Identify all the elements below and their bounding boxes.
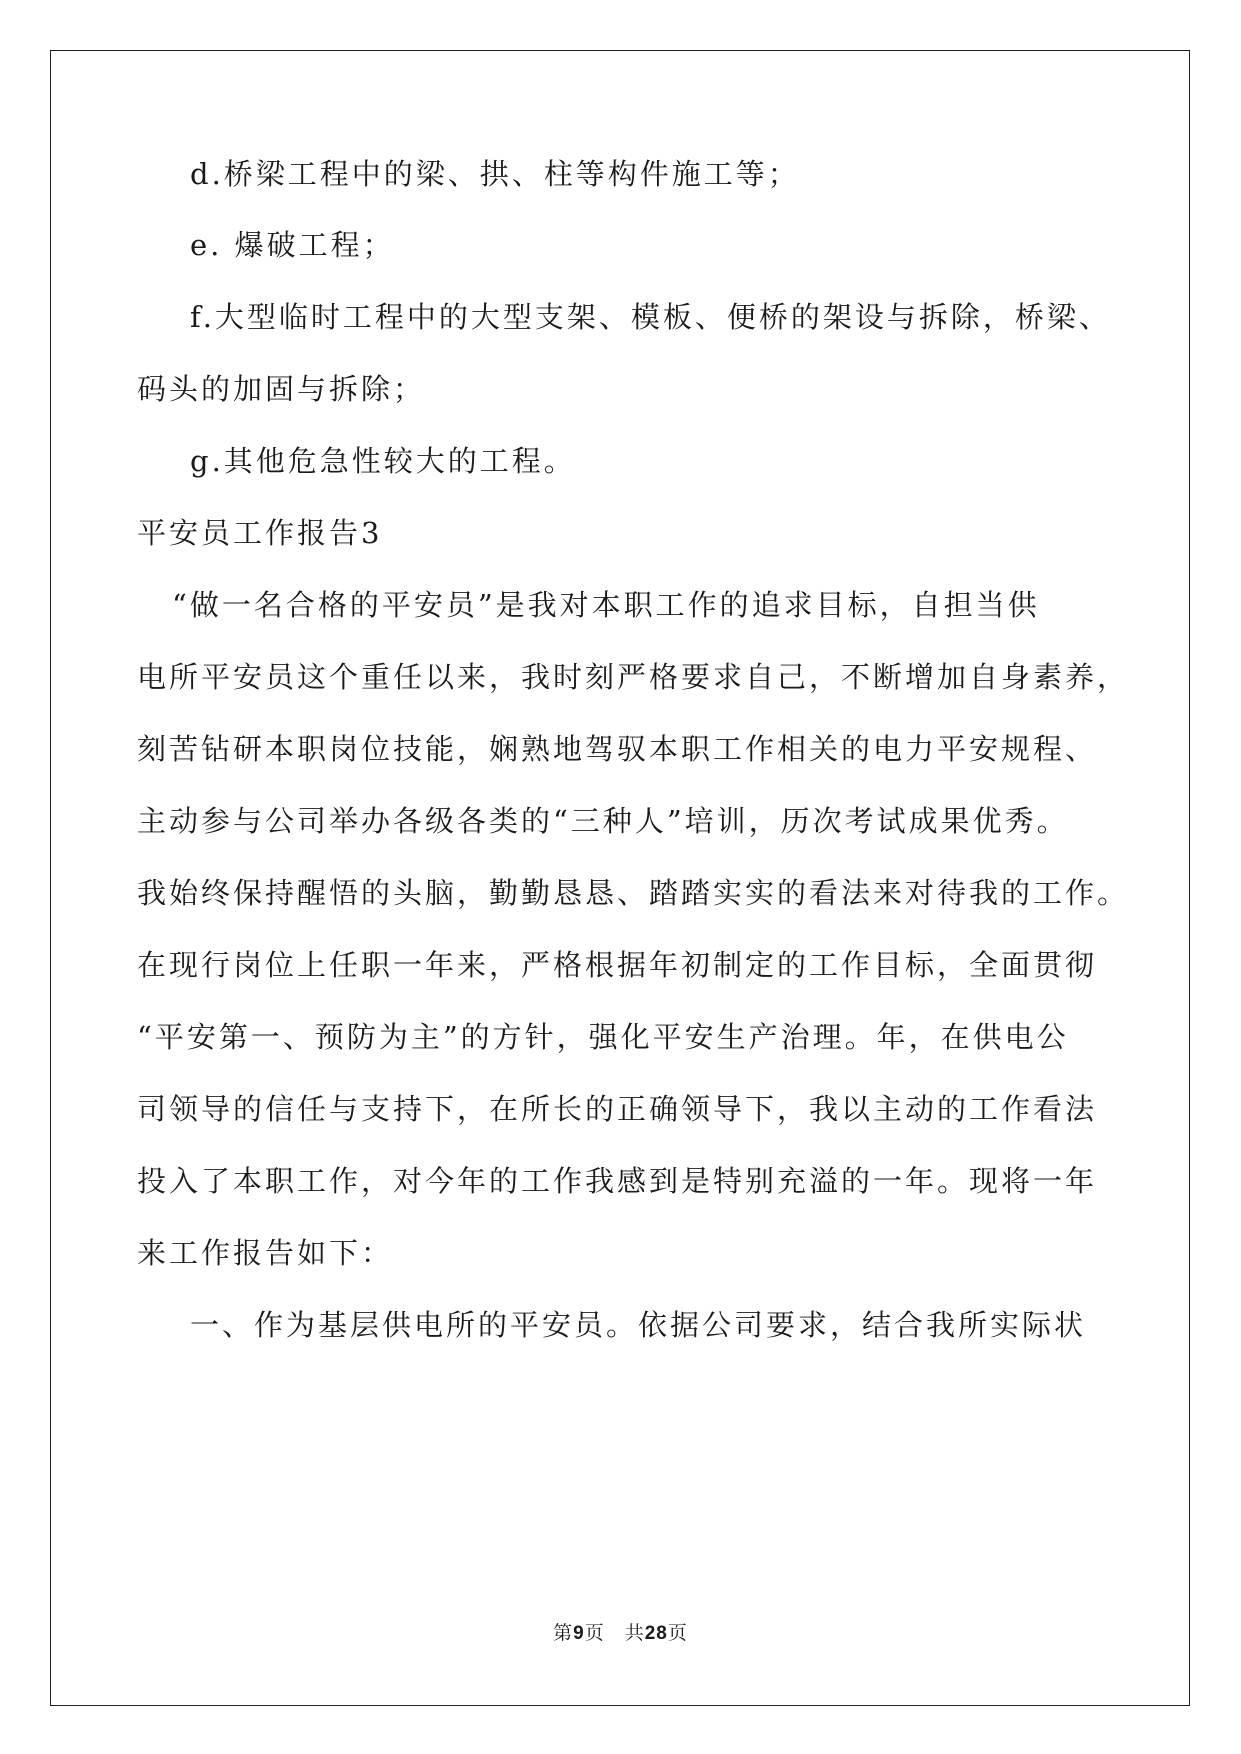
list-item-f-continued: 码头的加固与拆除； xyxy=(137,372,426,406)
paragraph-line: 电所平安员这个重任以来，我时刻严格要求自己，不断增加自身素养， xyxy=(137,660,1130,694)
paragraph-line: 来工作报告如下： xyxy=(137,1236,394,1270)
paragraph-line: “做一名合格的平安员”是我对本职工作的追求目标，自担当供 xyxy=(172,588,1040,622)
page-current: 9 xyxy=(573,1623,585,1644)
page-total: 28 xyxy=(644,1623,668,1644)
total-suffix: 页 xyxy=(667,1622,688,1644)
paragraph-line: 在现行岗位上任职一年来，严格根据年初制定的工作目标，全面贯彻 xyxy=(137,948,1098,982)
paragraph-line: 一、作为基层供电所的平安员。依据公司要求，结合我所实际状 xyxy=(190,1308,1087,1342)
paragraph-line: 主动参与公司举办各级各类的“三种人”培训，历次考试成果优秀。 xyxy=(137,804,1069,838)
page-footer xyxy=(0,1620,1241,1647)
section-heading: 平安员工作报告3 xyxy=(137,516,383,550)
paragraph-line: 我始终保持醒悟的头脑，勤勤恳恳、踏踏实实的看法来对待我的工作。 xyxy=(137,876,1130,910)
list-item-f: f.大型临时工程中的大型支架、模板、便桥的架设与拆除，桥梁、 xyxy=(190,300,1111,334)
paragraph-line: “平安第一、预防为主”的方针，强化平安生产治理。年，在供电公 xyxy=(137,1020,1069,1054)
list-item-d: d.桥梁工程中的梁、拱、柱等构件施工等； xyxy=(190,157,800,191)
page-prefix: 第 xyxy=(553,1622,574,1644)
list-item-g: g.其他危急性较大的工程。 xyxy=(190,444,576,478)
paragraph-line: 刻苦钻研本职岗位技能，娴熟地驾驭本职工作相关的电力平安规程、 xyxy=(137,732,1098,766)
paragraph-line: 司领导的信任与支持下，在所长的正确领导下，我以主动的工作看法 xyxy=(137,1092,1098,1126)
list-item-e: e. 爆破工程； xyxy=(190,228,395,262)
paragraph-line: 投入了本职工作，对今年的工作我感到是特别充溢的一年。现将一年 xyxy=(137,1164,1098,1198)
total-prefix: 共 xyxy=(624,1622,645,1644)
page-mid: 页 xyxy=(584,1622,605,1644)
